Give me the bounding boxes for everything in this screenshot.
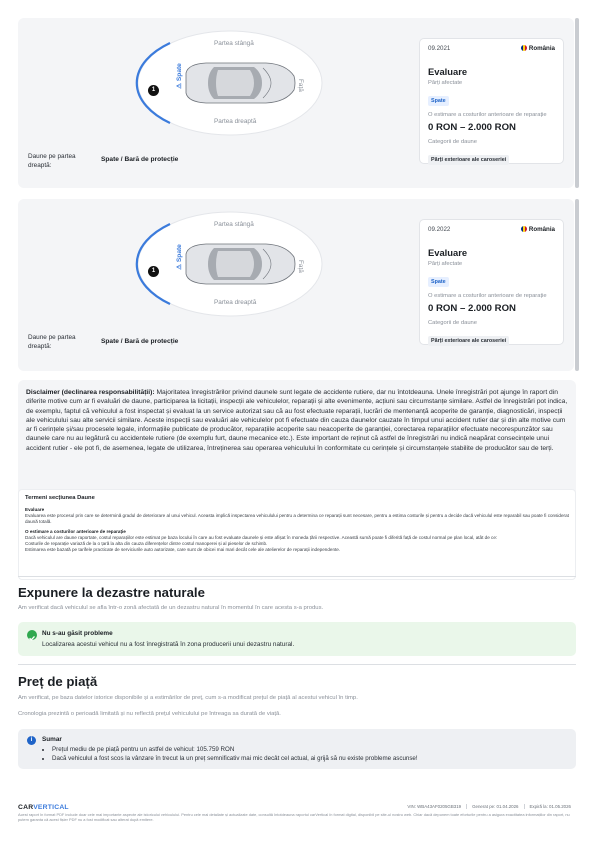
damage-marker[interactable]: 1	[148, 85, 159, 96]
car-icon	[186, 244, 295, 284]
right-side-label: Partea dreaptă	[214, 118, 257, 125]
category-chip: Părți exterioare ale caroseriei	[428, 336, 509, 346]
record-country-text: România	[528, 45, 555, 52]
damage-side-label: Daune pe partea dreaptă:	[28, 334, 76, 350]
record-date: 09.2022	[428, 226, 451, 233]
rear-label-text: Spate	[175, 244, 183, 263]
summary-item: • Prețul mediu de pe piață pentru un astfel de vehicul: 105.759 RON	[52, 745, 418, 754]
record-info-panel	[419, 219, 564, 345]
no-issues-title: Nu s-au găsit probleme	[42, 630, 113, 637]
romania-flag-icon	[521, 45, 527, 51]
record-title: Evaluare	[428, 66, 468, 77]
front-label: Față	[297, 79, 304, 92]
record-country	[521, 226, 555, 233]
damage-terms-box	[18, 489, 576, 580]
disclaimer-title: Disclaimer (declinarea responsabilității):	[26, 389, 155, 396]
category-chip: Părți exterioare ale caroseriei	[428, 155, 509, 165]
record-info-panel	[419, 38, 564, 164]
cost-label: O estimare a costurilor anterioare de reparație	[428, 112, 547, 118]
summary-title: Sumar	[42, 736, 62, 743]
no-issues-box	[18, 622, 576, 656]
scrollbar[interactable]	[575, 199, 579, 371]
term-evaluation-desc: Evaluarea este procesul prin care se determină gradul de deteriorare al unui vehicul. Aceasta implică inspectarea vehiculului pentru a determina ce reparații sunt necesare, pentru a estima costurile și pentru a decide dacă vehiculul este reparabil sau poate fi considerat daună totală.	[25, 513, 569, 524]
affected-part-chip: Spate	[428, 277, 449, 287]
terms-heading: Termeni secțiunea Daune	[25, 495, 95, 501]
market-price-title: Preț de piață	[18, 674, 98, 689]
rear-label-text: Spate	[175, 63, 183, 82]
summary-list	[52, 745, 418, 763]
record-country-text: România	[528, 226, 555, 233]
term-evaluation: Evaluare	[25, 507, 45, 512]
logo-part-b: VERTICAL	[33, 804, 69, 811]
right-side-label: Partea dreaptă	[214, 299, 257, 306]
section-divider	[18, 664, 576, 665]
rear-label: ⚠ Spate	[175, 244, 183, 270]
damage-record-card	[18, 199, 574, 371]
summary-item: • Dacă vehiculul a fost scos la vânzare în trecut la un preț semnificativ mai mic decât cel actual, ai grijă să nu existe probleme ascunse!	[52, 754, 418, 763]
front-label: Față	[297, 260, 304, 273]
disclaimer-box	[18, 380, 576, 580]
no-issues-text: Localizarea acestui vehicul nu a fost înregistrată în zona producerii unui dezastru natural.	[42, 641, 295, 648]
disclaimer-body: Majoritatea înregistrărilor privind daunele sunt legate de accidente rutiere, dar nu întotdeauna. Unele înregistrări pot ajunge în raport din diferite motive cum ar fi evaluări de daune, participarea la licitații, inspecții ale vehiculelor, reparații și alte evenimente, acțiuni sau circumstanțe similare. Astfel de înregistrări pot indica, de exemplu, faptul că vehiculul a fost inspectat și evaluat la un service autorizat sau că au fost efectuate reparații, lucrări de mentenanță acoperite de garanție, diagnosticări, inspecții ale vehiculului sau alte servicii similare. Aceste inspecții sau evaluări ale vehiculelor pot fi efectuate din cauza daunelor cauzate în timpul unui accident rutier dar și din alte motive cum ar fi cerințele și/sau procesele legale, informațiile publicate de producător, reparațiile acoperite sau neacoperite de garanției, corectarea reparațiilor efectuate necorespunzător sau daunele care nu au legătură cu accidentele rutiere (de exemplu furt, daune mecanice etc.). Este important de reținut că astfel de înregistrări nu indică neapărat consecințele unui accident rutier - ele pot fi, de asemenea, legate de utilizarea, întreținerea sau operarea vehiculului în conformitate cu cerințele și circumstanțele stabilite de producător sau de terți.	[26, 389, 568, 452]
cost-label: O estimare a costurilor anterioare de reparație	[428, 293, 547, 299]
record-title: Evaluare	[428, 247, 468, 258]
damage-marker[interactable]: 1	[148, 266, 159, 277]
rear-label: ⚠ Spate	[175, 63, 183, 89]
left-side-label: Partea stângă	[214, 221, 254, 228]
cost-value: 0 RON – 2.000 RON	[428, 121, 516, 133]
left-side-label: Partea stângă	[214, 40, 254, 47]
affected-parts-label: Părți afectate	[428, 261, 463, 267]
category-label: Categorii de daune	[428, 319, 477, 326]
record-country	[521, 45, 555, 52]
term-cost-estimate: O estimare a costurilor anterioare de reparație	[25, 529, 126, 534]
scrollbar[interactable]	[575, 18, 579, 188]
info-icon: i	[27, 736, 36, 745]
term-cost-note-1: Costurile de reparație variază de la o țară la alta din cauza diferențelor dintre costul manoperei și al pieselor de schimb.	[25, 541, 268, 546]
car-damage-diagram	[126, 26, 336, 140]
cost-value: 0 RON – 2.000 RON	[428, 302, 516, 314]
carvertical-logo	[18, 804, 69, 811]
market-price-note: Cronologia prezintă o perioadă limitată și nu reflectă prețul vehiculului pe întreaga sa durată de viață.	[18, 711, 281, 717]
damage-side-value: Spate / Bară de protecție	[101, 156, 179, 163]
damage-side-label: Daune pe partea dreaptă:	[28, 153, 76, 169]
footer-generated: Generat pe: 01.04.2026	[466, 804, 523, 809]
record-date: 09.2021	[428, 45, 451, 52]
check-icon	[27, 630, 37, 640]
footer-note: Acest raport în format PDF include doar cele mai importante aspecte ale istoricului vehiculului. Pentru cele mai detaliate și actualizate date, consultă întotdeauna raportul carVertical în format digital, disponibil pe site-ul nostru web. Chiar dacă depunem toate eforturile pentru a asigura exactitatea informațiilor din raport, nu putem garanta că acest fișier PDF nu a fost modificat sau alterat după emitere.	[18, 812, 570, 822]
affected-parts-label: Părți afectate	[428, 80, 463, 86]
footer-meta	[402, 804, 576, 809]
summary-box	[18, 729, 576, 769]
disclaimer-text	[26, 388, 568, 453]
damage-side-value: Spate / Bară de protecție	[101, 338, 179, 345]
car-icon	[186, 63, 295, 103]
natural-disaster-title: Expunere la dezastre naturale	[18, 585, 205, 600]
market-price-desc: Am verificat, pe baza datelor istorice disponibile și a estimărilor de preț, cum s-a modificat prețul de piață al acestui vehicul în timp.	[18, 695, 358, 701]
term-cost-note-2: Estimarea este bazată pe tarifele practicate de serviciurile auto autorizate, care sunt de obicei mai mari decât cele ale atelierelor de reparații independente.	[25, 547, 341, 552]
logo-part-a: CAR	[18, 804, 34, 811]
romania-flag-icon	[521, 226, 527, 232]
category-label: Categorii de daune	[428, 138, 477, 145]
term-cost-desc: Dacă vehiculul are daune raportate, costul reparațiilor este estimat pe baza locului în care au fost evaluate daunele și este afișat în moneda țării respective. Această sumă poate fi diferită față de costul normal pe plan local, atât de ce:	[25, 535, 498, 540]
damage-record-card	[18, 18, 574, 188]
section-divider	[18, 576, 576, 577]
car-damage-diagram	[126, 207, 336, 321]
footer-vin: VIN: WBA43AF0205GB319	[407, 804, 462, 809]
natural-disaster-desc: Am verificat dacă vehiculul se afla într-o zonă afectată de un dezastru natural în momentul în care acesta s-a produs.	[18, 605, 324, 611]
footer-expires: Expiră la: 01.05.2026	[524, 804, 577, 809]
affected-part-chip: Spate	[428, 96, 449, 106]
